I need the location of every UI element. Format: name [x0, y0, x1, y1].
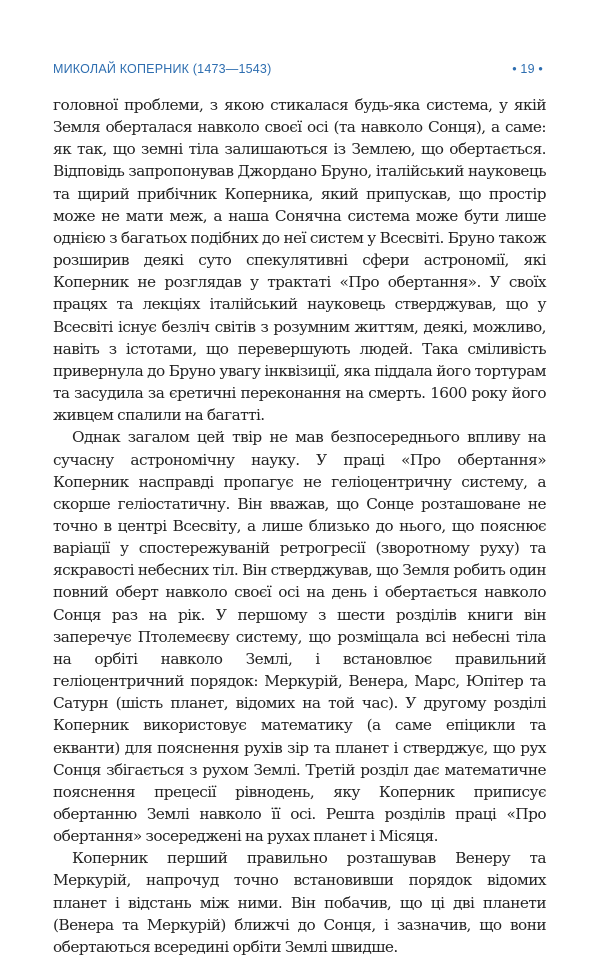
page-number: • 19 • — [512, 62, 543, 76]
paragraph: Однак загалом цей твір не мав безпосереднього впливу на сучасну астрономічну науку. У праці «Про обертання» Коперник насправді пропагує не геліоцентричну систему, а скорше геліостатичну. Він вважав, що Сонце розташоване не точно в центрі Всесвіту, а лише близько до нього, що пояснює варіації у спостережуваній ретрогресії (зворотному руху) та яскравості небесних тіл. Він стверджував, що Земля робить один повний оберт навколо своєї осі на день і обертається навколо Сонця раз на рік. У першому з шести розділів книги він заперечує Птолемеєву систему, що розміщала всі небесні тіла на орбіті навколо Землі, і встановлює правильний геліоцентричний порядок: Меркурій, Венера, Марс, Юпітер та Сатурн (шість планет, відомих на той час). У другому розділі Коперник використовує математику (а саме епіцикли та екванти) для пояснення рухів зір та планет і стверджує, що рух Сонця збігається з рухом Землі. Третій розділ дає математичне пояснення прецесії рівнодень, яку Коперник приписує обертанню Землі навколо її осі. Решта розділів праці «Про обертання» зосереджені на рухах планет і Місяця. — [53, 428, 546, 846]
paragraph: головної проблеми, з якою стикалася будь-яка система, у якій Земля оберталася навколо своєї осі (та навколо Сонця), а саме: як так, що земні тіла залишаються із Землею, що обертається. Відповідь запропонував Джордано Бруно, італійський науковець та щирий прибічник Коперника, який припускав, що простір може не мати меж, а наша Сонячна система може бути лише однією з багатьох подібних до неї систем у Всесвіті. Бруно також розширив деякі суто спекулятивні сфери астрономії, які Коперник не розглядав у трактаті «Про обертання». У своїх працях та лекціях італійський науковець стверджував, що у Всесвіті існує безліч світів з розумним життям, деякі, можливо, навіть з істотами, що перевершують людей. Така сміливість привернула до Бруно увагу інквізиції, яка піддала його тортурам та засудила за єретичні переконання на смерть. 1600 року його живцем спалили на багатті. — [53, 96, 546, 425]
body-text — [53, 94, 546, 958]
running-title: МИКОЛАЙ КОПЕРНИК (1473—1543) — [53, 62, 272, 76]
running-head — [53, 62, 543, 76]
paragraph: Коперник перший правильно розташував Венеру та Меркурій, напрочуд точно встановивши порядок відомих планет і відстань між ними. Він побачив, що ці дві планети (Венера та Меркурій) ближчі до Сонця, і зазначив, що вони обертаються всередині орбіти Землі швидше. — [53, 849, 546, 956]
